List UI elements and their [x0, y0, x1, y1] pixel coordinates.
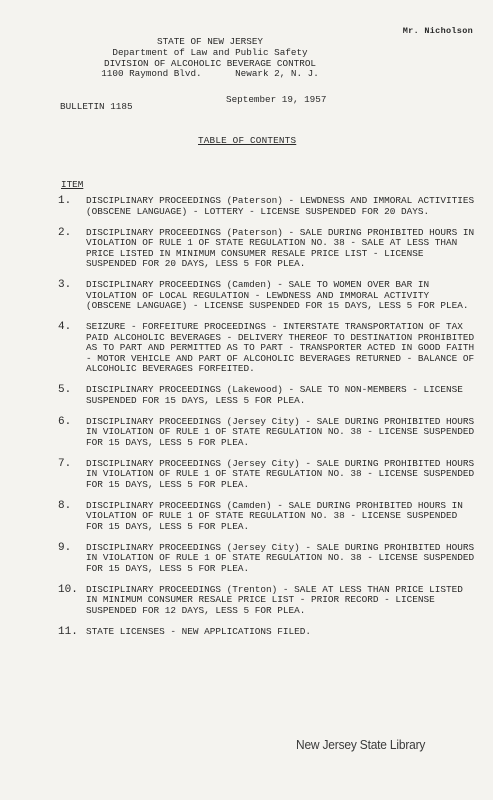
toc-item-text: STATE LICENSES - NEW APPLICATIONS FILED. [86, 625, 312, 637]
toc-item-text: DISCIPLINARY PROCEEDINGS (Camden) - SALE TO WOMEN OVER BAR IN VIOLATION OF LOCAL REGULATION - LEWDNESS AND IMMORAL ACTIVITY (OBSCENE LANGUAGE) - LICENSE SUSPENDED FOR 15 DAYS, LESS 5 FOR PLEA. [86, 279, 469, 311]
toc-item-text: DISCIPLINARY PROCEEDINGS (Jersey City) - SALE DURING PROHIBITED HOURS IN VIOLATION OF RULE 1 OF STATE REGULATION NO. 38 - LICENSE SUSPENDED FOR 15 DAYS, LESS 5 FOR PLEA. [86, 415, 475, 448]
toc-item-number: 8. [58, 499, 72, 512]
toc-item-number: 10. [58, 583, 78, 596]
toc-item [58, 543, 478, 575]
toc-item-text: SEIZURE - FORFEITURE PROCEEDINGS - INTERSTATE TRANSPORTATION OF TAX PAID ALCOHOLIC BEVERAGES - DELIVERY THEREOF TO DESTINATION PROHIBITED AS TO PART AND PERMITTED AS TO PART - TRANSPORTER ACTED IN GOOD FAITH - MOTOR VEHICLE AND PART OF ALCOHOLIC BEVERAGES RETURNED - BALANCE OF ALCOHOLIC BEVERAGES FORFEITED. [86, 321, 475, 374]
toc-item-number: 6. [58, 415, 72, 428]
toc-item-text: DISCIPLINARY PROCEEDINGS (Paterson) - LEWDNESS AND IMMORAL ACTIVITIES (OBSCENE LANGUAGE) - LOTTERY - LICENSE SUSPENDED FOR 20 DAYS. [86, 195, 475, 217]
toc-item [58, 196, 478, 217]
division-name: DIVISION OF ALCOHOLIC BEVERAGE CONTROL [103, 57, 316, 69]
toc-item-number: 11. [58, 625, 78, 638]
toc-item-text: DISCIPLINARY PROCEEDINGS (Paterson) - SALE DURING PROHIBITED HOURS IN VIOLATION OF RULE 1 OF STATE REGULATION NO. 38 - SALE AT LESS THAN PRICE LISTED IN MINIMUM CONSUMER RESALE PRICE LIST - LICENSE SUSPENDED FOR 20 DAYS, LESS 5 FOR PLEA. [86, 226, 475, 269]
recipient-name: Mr. Nicholson [402, 26, 473, 36]
toc-item [58, 322, 478, 375]
toc-item-number: 4. [58, 321, 72, 333]
toc-item-number: 2. [58, 226, 72, 239]
toc-item-text: DISCIPLINARY PROCEEDINGS (Trenton) - SALE AT LESS THAN PRICE LISTED IN MINIMUM CONSUMER RESALE PRICE LIST - PRIOR RECORD - LICENSE SUSPENDED FOR 12 DAYS, LESS 5 FOR PLEA. [86, 583, 463, 616]
toc-item [58, 501, 478, 533]
toc-item-number: 1. [58, 195, 72, 207]
state-name: STATE OF NEW JERSEY [156, 36, 263, 47]
toc-item-text: DISCIPLINARY PROCEEDINGS (Camden) - SALE DURING PROHIBITED HOURS IN VIOLATION OF RULE 1 OF STATE REGULATION NO. 38 - LICENSE SUSPENDED FOR 15 DAYS, LESS 5 FOR PLEA. [86, 499, 463, 532]
toc-item-text: DISCIPLINARY PROCEEDINGS (Jersey City) - SALE DURING PROHIBITED HOURS IN VIOLATION OF RULE 1 OF STATE REGULATION NO. 38 - LICENSE SUSPENDED FOR 15 DAYS, LESS 5 FOR PLEA. [86, 541, 475, 574]
toc-item [58, 417, 478, 449]
toc-title: TABLE OF CONTENTS [198, 135, 297, 146]
toc-item-number: 3. [58, 279, 72, 291]
toc-item [58, 627, 478, 638]
department-name: Department of Law and Public Safety [112, 46, 308, 58]
toc-item-text: DISCIPLINARY PROCEEDINGS (Jersey City) - SALE DURING PROHIBITED HOURS IN VIOLATION OF RULE 1 OF STATE REGULATION NO. 38 - LICENSE SUSPENDED FOR 15 DAYS, LESS 5 FOR PLEA. [86, 457, 475, 490]
bulletin-date: September 19, 1957 [226, 94, 327, 105]
toc-item-number: 7. [58, 457, 72, 470]
toc-item [58, 280, 478, 312]
letterhead [60, 37, 360, 80]
item-column-heading: ITEM [61, 179, 84, 190]
toc-item [58, 585, 478, 617]
toc-item-number: 5. [58, 384, 72, 396]
toc-item-number: 9. [58, 541, 72, 554]
toc-item-list [58, 196, 478, 648]
toc-item [58, 228, 478, 270]
toc-item-text: DISCIPLINARY PROCEEDINGS (Lakewood) - SALE TO NON-MEMBERS - LICENSE SUSPENDED FOR 15 DAYS, LESS 5 FOR PLEA. [86, 384, 463, 406]
toc-item [58, 385, 478, 406]
address-line: 1100 Raymond Blvd. Newark 2, N. J. [101, 68, 319, 80]
toc-item [58, 459, 478, 491]
bulletin-number: BULLETIN 1185 [60, 101, 133, 112]
library-stamp: New Jersey State Library [296, 737, 426, 752]
